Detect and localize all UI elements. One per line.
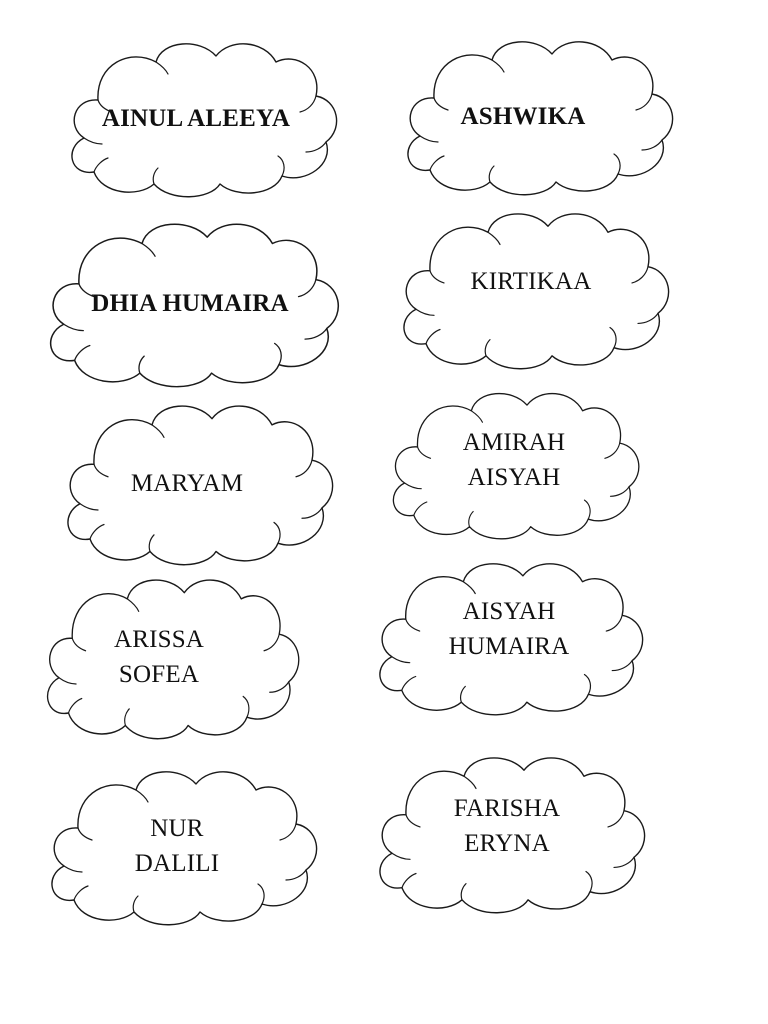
name-line-1: DHIA HUMAIRA	[91, 289, 289, 317]
name-cloud	[44, 766, 320, 926]
name-line-1: AISYAH	[462, 598, 556, 625]
name-cloud	[386, 388, 642, 540]
name-line-2: SOFEA	[118, 661, 200, 688]
name-line-2: DALILI	[134, 850, 220, 877]
name-line-1: ARISSA	[113, 626, 205, 653]
name-label	[44, 766, 320, 926]
name-label	[40, 574, 302, 740]
name-line-1: ASHWIKA	[460, 102, 586, 130]
name-label	[60, 400, 336, 566]
name-cloud	[396, 208, 672, 370]
name-label	[42, 218, 342, 388]
name-label	[386, 388, 642, 540]
name-cloud	[64, 38, 340, 198]
name-line-1: AMIRAH	[462, 429, 566, 456]
name-cloud	[40, 574, 302, 740]
name-label	[400, 36, 676, 196]
name-line-1: AINUL ALEEYA	[101, 104, 291, 132]
name-line-2: HUMAIRA	[448, 633, 570, 660]
name-label	[64, 38, 340, 198]
name-cloud	[60, 400, 336, 566]
name-line-1: KIRTIKAA	[470, 267, 592, 295]
name-label	[372, 558, 646, 716]
name-line-2: AISYAH	[467, 464, 561, 491]
name-line-1: FARISHA	[453, 795, 561, 822]
name-cloud	[400, 36, 676, 196]
name-cloud	[42, 218, 342, 388]
name-cloud	[372, 558, 646, 716]
name-line-1: NUR	[150, 815, 204, 842]
name-line-1: MARYAM	[130, 469, 244, 497]
name-cloud	[372, 752, 648, 914]
name-line-2: ERYNA	[464, 830, 550, 857]
name-label	[396, 208, 672, 370]
name-label	[372, 752, 648, 914]
